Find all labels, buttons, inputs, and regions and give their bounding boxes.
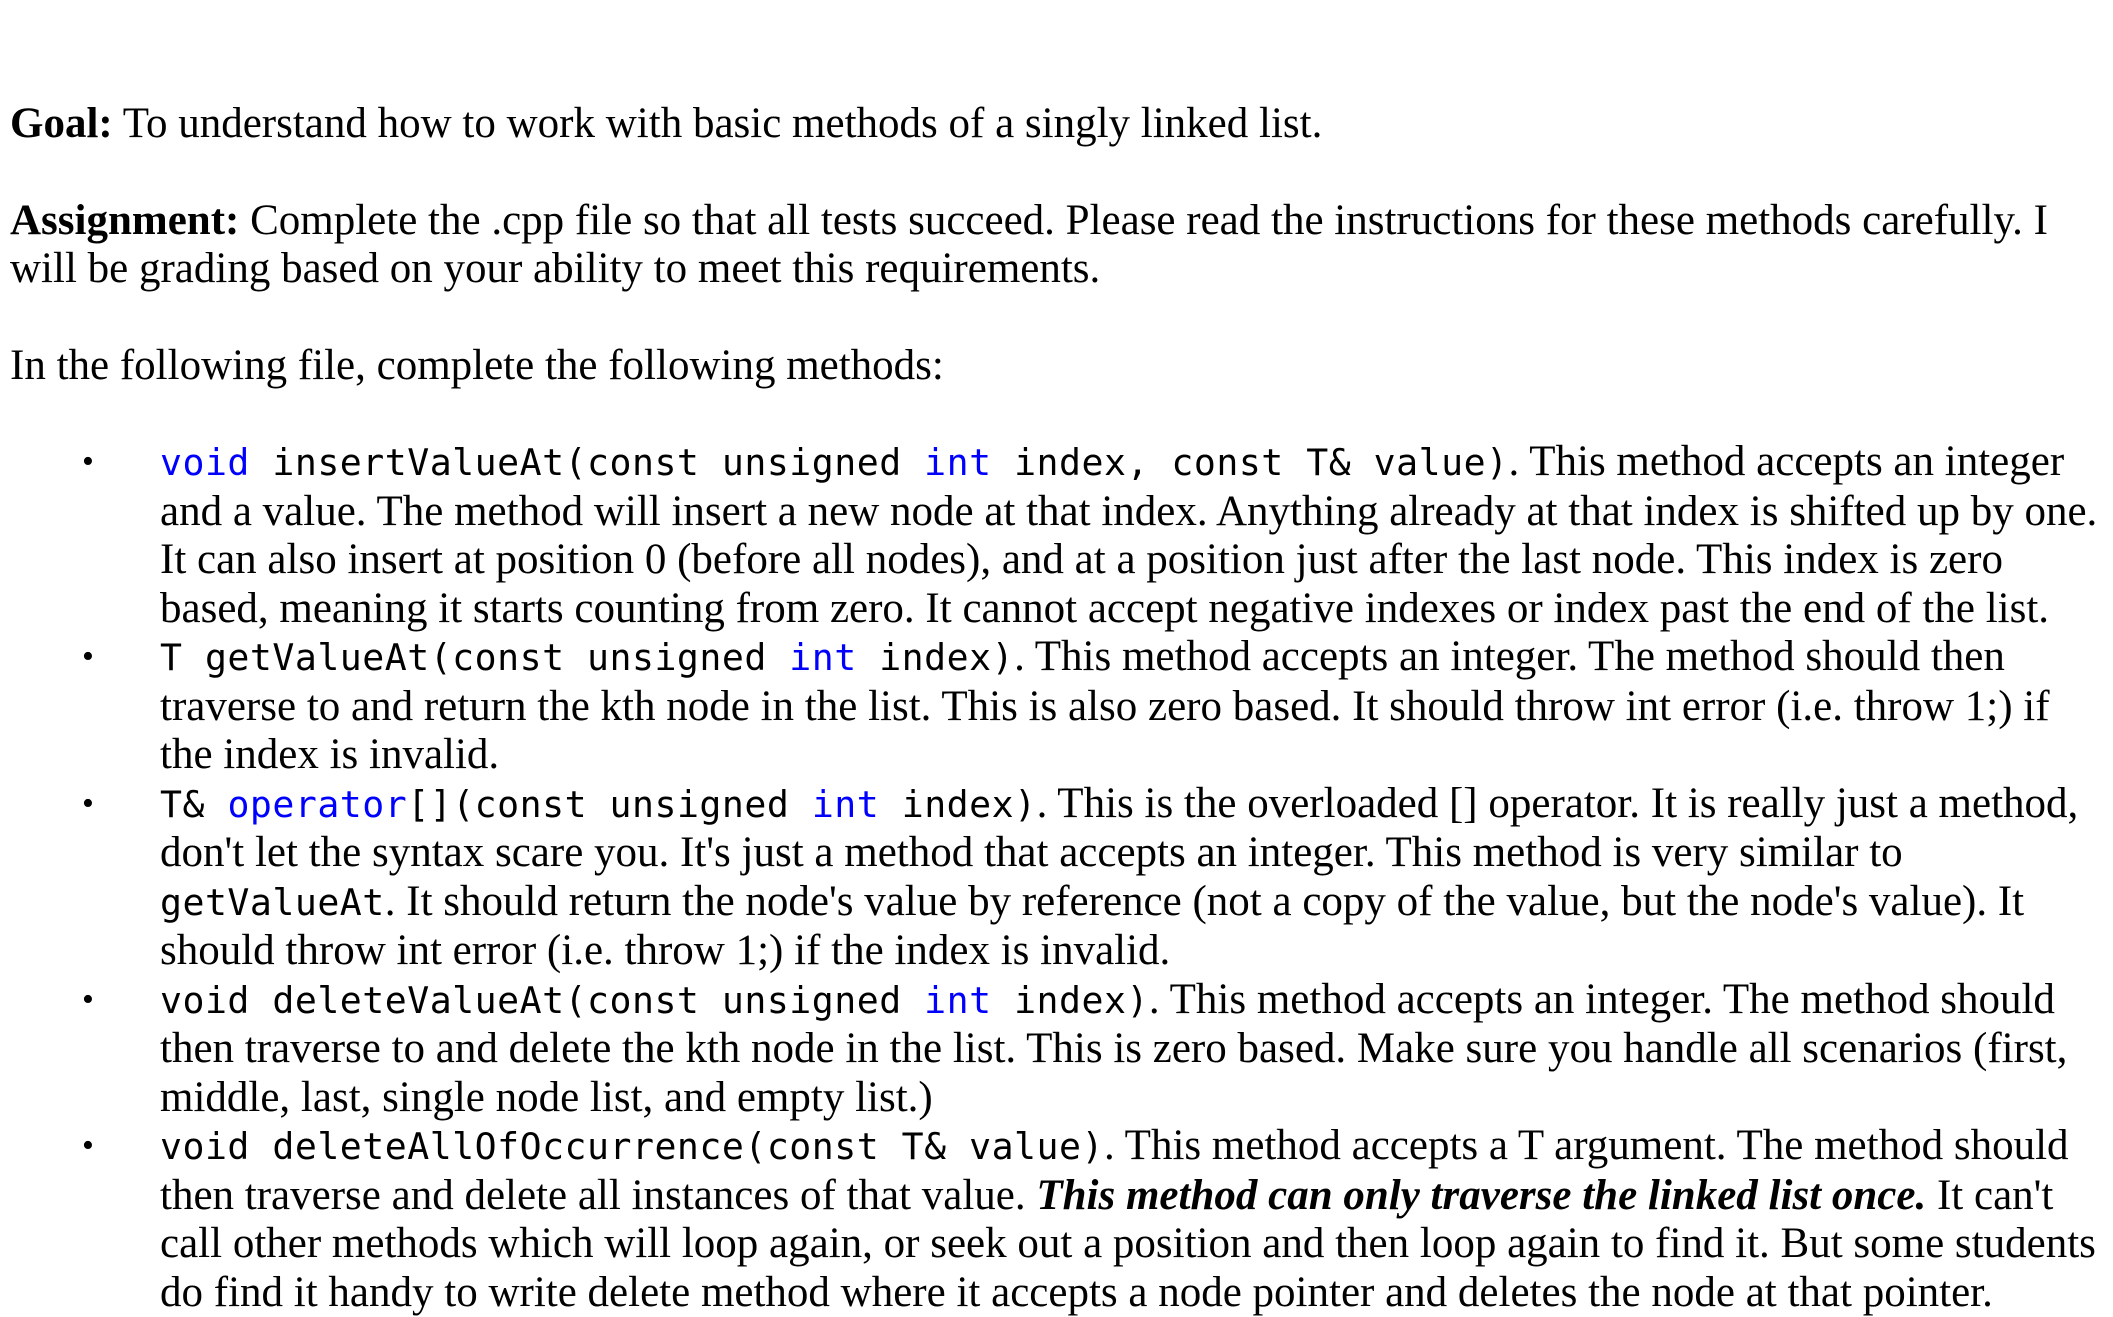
method-description: . This method accepts an integer. The method should then traverse to and return the kth node in the list. This is also zero based. It should throw int error (i.e. throw 1;) if the index is invalid. bbox=[160, 633, 2050, 778]
emphasis-text: This method can only traverse the linked list once. bbox=[1036, 1171, 1927, 1219]
assignment-label: Assignment: bbox=[10, 196, 240, 244]
method-signature: void insertValueAt(const unsigned int index, const T& value) bbox=[160, 441, 1509, 484]
method-description: . This is the overloaded [] operator. It is really just a method, don't let the syntax scare you. It's just a method that accepts an integer. This method is very similar to getValueAt. It should return the node's value by reference (not a copy of the value, but the node's value). It should throw int error (i.e. throw 1;) if the index is invalid. bbox=[160, 779, 2079, 974]
list-item bbox=[10, 438, 2105, 633]
document-body bbox=[10, 100, 2105, 1317]
intro-paragraph: In the following file, complete the following methods: bbox=[10, 341, 944, 389]
goal-text: To understand how to work with basic methods of a singly linked list. bbox=[112, 100, 1323, 147]
assignment-paragraph bbox=[10, 197, 2105, 294]
method-list bbox=[10, 438, 2105, 1317]
list-item bbox=[10, 1122, 2105, 1317]
bullet-icon: • bbox=[82, 784, 94, 822]
method-description: . This method accepts an integer. The method should then traverse to and delete the kth node in the list. This is zero based. Make sure you handle all scenarios (first, middle, last, single node list, and empty list.) bbox=[160, 975, 2068, 1121]
method-description: . This method accepts an integer and a value. The method will insert a new node at that index. Anything already at that index is shifted up by one. It can also insert at position 0 (before all nodes), and at a position just after the last node. This index is zero based, meaning it starts counting from zero. It cannot accept negative indexes or index past the end of the list. bbox=[160, 438, 2098, 632]
bullet-icon: • bbox=[82, 443, 94, 480]
bullet-icon: • bbox=[82, 638, 94, 675]
list-item bbox=[10, 780, 2105, 976]
bullet-icon: • bbox=[82, 1127, 94, 1164]
goal-paragraph bbox=[10, 100, 2105, 149]
bullet-icon: • bbox=[82, 980, 94, 1018]
list-item bbox=[10, 976, 2105, 1123]
method-signature: void deleteAllOfOccurrence(const T& value) bbox=[160, 1125, 1104, 1168]
list-item bbox=[10, 633, 2105, 780]
method-signature: T getValueAt(const unsigned int index) bbox=[160, 636, 1015, 679]
assignment-text: Complete the .cpp file so that all tests succeed. Please read the instructions for these methods carefully. I will be grading based on your ability to meet this requirements. bbox=[10, 196, 2048, 292]
method-description: . This method accepts a T argument. The method should then traverse and delete all instances of that value. This method can only traverse the linked list once. It can't call other methods which will loop again, or seek out a position and then loop again to find it. But some students do find it handy to write delete method where it accepts a node pointer and deletes the node at that pointer. bbox=[160, 1122, 2096, 1316]
goal-label: Goal: bbox=[10, 100, 113, 147]
method-signature: void deleteValueAt(const unsigned int index) bbox=[160, 978, 1149, 1022]
method-signature: T& operator[](const unsigned int index) bbox=[160, 782, 1037, 826]
